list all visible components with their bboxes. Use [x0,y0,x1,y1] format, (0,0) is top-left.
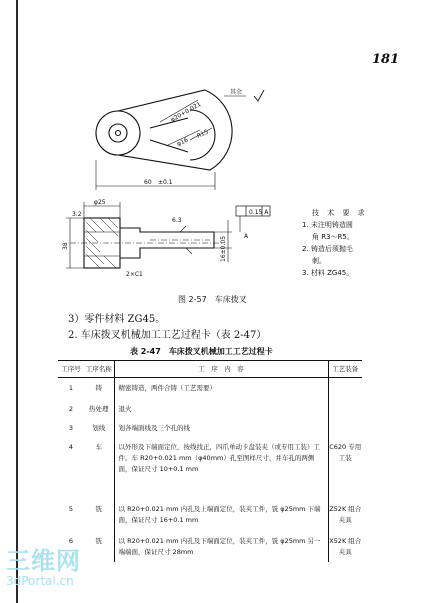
arm-web [150,118,188,152]
col-header-equip: 工艺装备 [328,361,362,378]
table-row: 5 铣 以 R20+0.021 mm 内孔及上端面定位，装夹工件，铣 φ25mm 下端面，保证尺寸 16+0.1 mm Z52K 组合夹具 [58,492,362,530]
technical-requirements [302,207,368,279]
roughness-note: 其余 [230,89,243,96]
page-number: 181 [372,52,400,67]
table-row: 4 车 以外形及下端面定位，按线找正，四爪单动卡盘装夹（或专用工装）工件。车 R20+0.021 mm（φ40mm）孔至图样尺寸，并车孔的两侧面，保证尺寸 10+0.1 mm C620 专用工装 [58,438,362,492]
tech-item-2: 2. 铸造后须抛毛 [302,245,353,253]
dim-length: 60 [144,179,152,186]
tech-item-2-cont: 刺。 [312,257,326,265]
col-header-content: 工 序 内 容 [114,361,328,378]
table-number: 表 2-47 [130,347,161,356]
dim-bore: φ20+0.021 [169,100,203,124]
table-row: 1 铸 精密铸造，两件合铸（工艺需要） [58,378,362,400]
tech-item-1-cont: 角 R3～R5。 [312,233,354,241]
dim-height: 38 [62,242,69,250]
watermark [6,548,81,588]
material-line: 3）零件材料 ZG45。 [68,314,166,325]
figure-caption [178,294,255,305]
dim-thickness: 16±0.05 [220,235,227,262]
col-header-name: 工序名称 [84,361,114,378]
table-row: 6 铣 以 R20+0.021 mm 内孔及下端面定位，装夹工件，铣 φ25mm 另一端端面，保证尺寸 28mm X52K 组合夹具 [58,530,362,562]
dim-diameter: φ25 [94,199,106,206]
tech-title: 技 术 要 求 [312,209,368,217]
table-title [130,346,281,357]
figure-number: 图 2-57 [178,295,207,304]
tech-item-3: 3. 材料 ZG45。 [302,269,354,277]
figure-title: 车床拨叉 [214,295,247,304]
roughness-3-2: 3.2 [72,211,82,218]
watermark-url: 3dPortal.cn [6,574,74,588]
gdt-value: 0.15 A [249,209,269,216]
hub-bore [109,124,127,142]
dim-chamfer: 2×C1 [126,271,143,278]
hub-center [116,131,121,136]
dim-length-tol: ±0.1 [158,179,173,186]
process-table [58,360,362,562]
col-header-no: 工序号 [58,361,84,378]
section-heading: 2. 车床拨叉机械加工工艺过程卡（表 2-47） [68,330,267,341]
table-row: 2 热处理 退火 [58,400,362,419]
dim-radius: R15 [195,128,210,140]
datum-label: A [244,233,249,240]
tech-item-1: 1. 未注明铸造圆 [302,221,353,229]
roughness-6-3: 6.3 [172,217,182,224]
dim-inner: φ16 [175,136,190,148]
watermark-logo: 三维网 [6,547,81,575]
table-name: 车床拨叉机械加工工艺过程卡 [168,347,273,356]
table-header-row [58,361,362,378]
hub-outer-circle [96,111,140,155]
table-row: 3 划线 划各端面线及三个孔的线 [58,419,362,438]
